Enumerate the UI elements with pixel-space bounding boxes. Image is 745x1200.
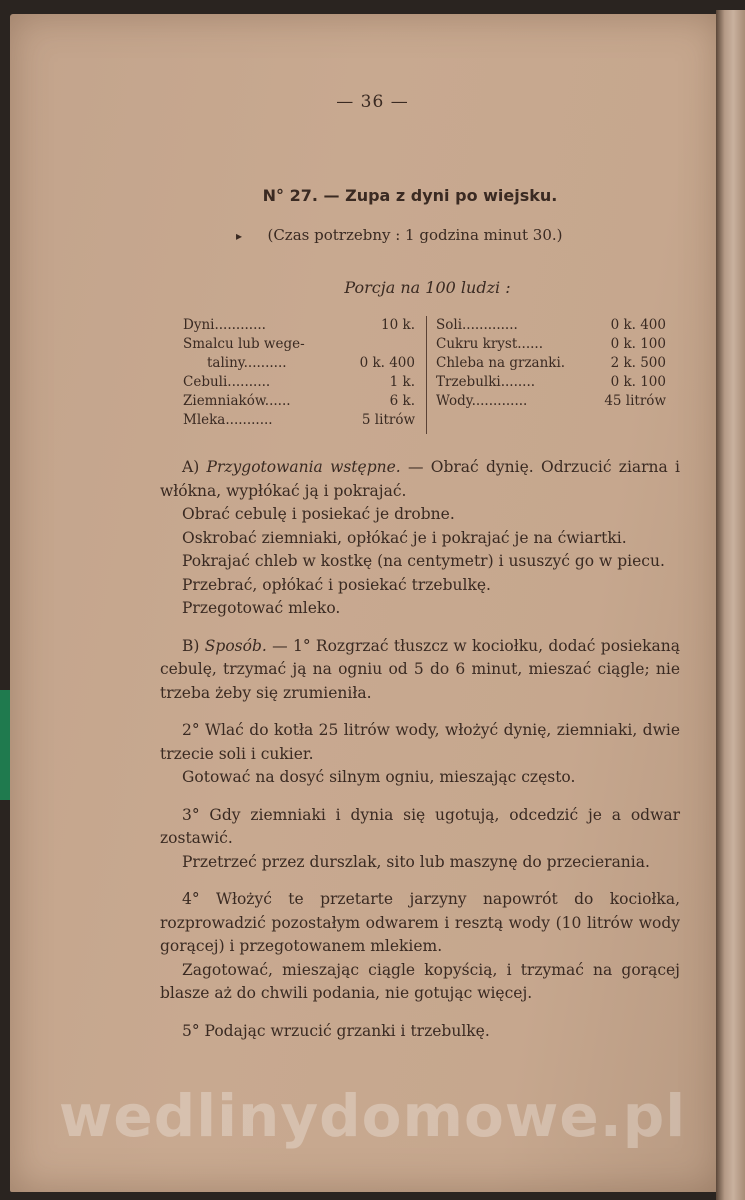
ingredients-left-column bbox=[183, 316, 415, 430]
step-2: 2° Wlać do kotła 25 litrów wody, włożyć dynię, ziemniaki, dwie trzecie soli i cukier. bbox=[160, 721, 680, 763]
ingredients-right-column bbox=[436, 316, 666, 411]
section-a-intro: A) Przygotowania wstępne. — Obrać dynię. Odrzucić ziarna i włókna, wypłókać ją i pokrajać. bbox=[160, 458, 681, 500]
step-3: 3° Gdy ziemniaki i dynia się ugotują, odcedzić je a odwar zostawić. bbox=[160, 805, 680, 847]
paragraph: Przebrać, opłókać i posiekać trzebulkę. bbox=[182, 575, 491, 594]
section-b-label: Sposób. bbox=[204, 636, 267, 655]
ink-mark: ▸ bbox=[236, 229, 243, 243]
ingredient-row: Chleba na grzanki. 2 k. 500 bbox=[436, 355, 666, 371]
ingredient-row: Cukru kryst...... 0 k. 100 bbox=[436, 336, 666, 352]
ingredient-row: Trzebulki........ 0 k. 100 bbox=[436, 374, 666, 390]
paragraph: Przetrzeć przez durszlak, sito lub maszynę do przecierania. bbox=[182, 852, 650, 871]
ingredient-row: Soli............. 0 k. 400 bbox=[436, 317, 666, 333]
time-note: (Czas potrzebny : 1 godzina minut 30.) bbox=[267, 226, 563, 244]
section-b-intro: B) Sposób. — 1° Rozgrzać tłuszcz w kociołku, dodać posiekaną cebulę, trzymać ją na ogniu od 5 do 6 minut, mieszać ciągle; nie trzeba żeby się zrumieniła. bbox=[160, 636, 680, 702]
paragraph: Zagotować, mieszając ciągle kopyścią, i trzymać na gorącej blasze aż do chwili podania, nie gotując więcej. bbox=[160, 960, 680, 1002]
ingredient-row: Cebuli.......... 1 k. bbox=[183, 374, 415, 390]
ingredient-row: Wody............. 45 litrów bbox=[436, 393, 666, 409]
step-4: 4° Włożyć te przetarte jarzyny napowrót do kociołka, rozprowadzić pozostałym odwarem i resztą wody (10 litrów wody gorącej) i przegotowanem mlekiem. bbox=[160, 890, 680, 955]
ingredient-row: Mleka........... 5 litrów bbox=[183, 412, 415, 428]
paragraph: Przegotować mleko. bbox=[182, 599, 341, 617]
ingredient-row: Dyni............ 10 k. bbox=[183, 317, 415, 333]
watermark: wedlinydomowe.pl bbox=[58, 1082, 687, 1150]
paragraph: Pokrajać chleb w kostkę (na centymetr) i ususzyć go w piecu. bbox=[182, 552, 665, 570]
ingredient-row: Ziemniaków...... 6 k. bbox=[183, 393, 415, 409]
page-number: — 36 — bbox=[336, 92, 409, 112]
paragraph: Oskrobać ziemniaki, opłókać je i pokrajać je na ćwiartki. bbox=[182, 528, 627, 547]
section-a-label: Przygotowania wstępne. bbox=[206, 458, 401, 476]
portion-heading: Porcja na 100 ludzi : bbox=[344, 278, 511, 297]
paragraph: Obrać cebulę i posiekać je drobne. bbox=[182, 505, 455, 523]
ingredient-row: Smalcu lub wege- bbox=[183, 336, 305, 352]
recipe-title: N° 27. — Zupa z dyni po wiejsku. bbox=[262, 186, 558, 205]
paragraph: Gotować na dosyć silnym ogniu, mieszając często. bbox=[182, 768, 576, 786]
column-divider bbox=[426, 316, 427, 434]
step-5: 5° Podając wrzucić grzanki i trzebulkę. bbox=[182, 1021, 490, 1040]
recipe-body bbox=[160, 456, 680, 1043]
ingredient-row: taliny.......... 0 k. 400 bbox=[207, 355, 415, 371]
